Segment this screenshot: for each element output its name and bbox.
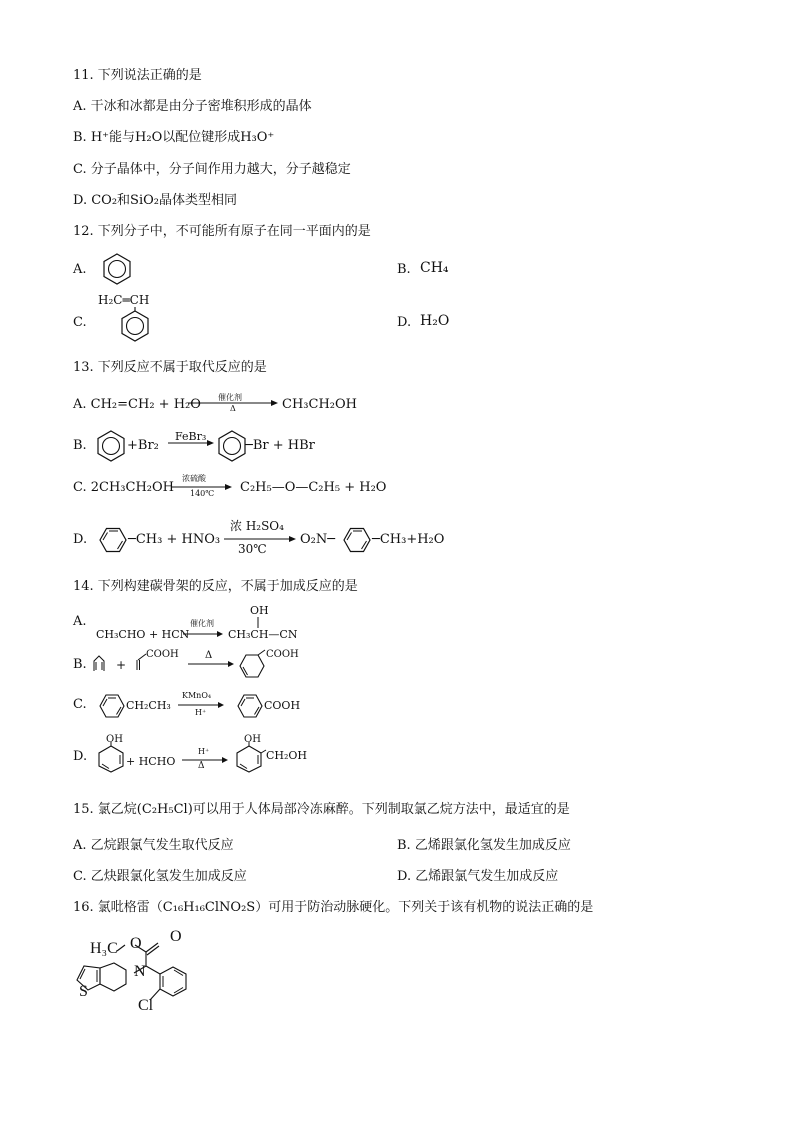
q12-option-b: B. bbox=[397, 262, 411, 277]
q11-option-d: D. CO₂和SiO₂晶体类型相同 bbox=[73, 193, 237, 208]
q13-d-reactants: ─CH₃ + HNO₃ bbox=[128, 532, 221, 547]
q14-b-arrow bbox=[188, 660, 234, 668]
q16-stem: 16. 氯吡格雷（C₁₆H₁₆ClNO₂S）可用于防治动脉硬化。下列关于该有机物的说法正确的是 bbox=[73, 900, 594, 915]
benzene-reactant bbox=[94, 429, 128, 463]
toluene-ring bbox=[96, 523, 130, 557]
water-formula: H₂O bbox=[420, 313, 450, 329]
q14-d-label: D. bbox=[73, 749, 88, 764]
styrene-structure bbox=[118, 307, 152, 343]
q14-d-product-oh: OH bbox=[244, 734, 261, 745]
q12-option-d: D. bbox=[397, 315, 412, 330]
phenol-ring bbox=[96, 745, 126, 773]
q13-b-bromine: +Br₂ bbox=[127, 438, 159, 453]
q14-a-product: CH₃CH—CN bbox=[228, 628, 298, 641]
q13-d-label: D. bbox=[73, 532, 88, 547]
q15-option-a: A. 乙烷跟氯气发生取代反应 bbox=[73, 838, 234, 853]
q12-option-c: C. bbox=[73, 315, 87, 330]
cyclohexene-ring bbox=[236, 652, 268, 680]
q11-option-b: B. H⁺能与H₂O以配位键形成H₃O⁺ bbox=[73, 130, 275, 145]
q15-option-d: D. 乙烯跟氯气发生加成反应 bbox=[397, 869, 559, 884]
q14-a-reactants: CH₃CHO + HCN bbox=[96, 628, 190, 641]
q14-a-catalyst: 催化剂 bbox=[190, 619, 214, 628]
q14-d-product-ch2oh: CH₂OH bbox=[266, 749, 308, 762]
q14-d-heat: Δ bbox=[198, 761, 205, 771]
q14-d-arrow bbox=[182, 756, 228, 764]
q13-d-catalyst: 浓 H₂SO₄ bbox=[230, 519, 284, 533]
q14-c-product-cooh: COOH bbox=[264, 699, 301, 712]
q13-c-reactant: C. 2CH₃CH₂OH bbox=[73, 480, 175, 495]
carbonyl-oxygen-label: O bbox=[170, 928, 182, 945]
q13-a-product: CH₃CH₂OH bbox=[282, 397, 357, 412]
benzoic-acid-ring bbox=[234, 692, 266, 720]
q13-d-temperature: 30℃ bbox=[238, 542, 267, 556]
butadiene-structure bbox=[92, 655, 106, 673]
q13-c-temperature: 140℃ bbox=[190, 489, 215, 498]
q13-c-catalyst: 浓硫酸 bbox=[182, 474, 206, 483]
chlorine-label: Cl bbox=[138, 997, 154, 1014]
q14-c-ethyl: CH₂CH₃ bbox=[126, 699, 171, 712]
q12-stem: 12. 下列分子中，不可能所有原子在同一平面内的是 bbox=[73, 224, 371, 239]
q15-option-c: C. 乙炔跟氯化氢发生加成反应 bbox=[73, 869, 247, 884]
bromobenzene-ring bbox=[215, 429, 249, 463]
ester-oxygen-label: O bbox=[130, 935, 142, 952]
q14-d-acid: H⁺ bbox=[198, 747, 210, 756]
q13-a-reactants: A. CH₂=CH₂ + H₂O bbox=[73, 397, 201, 412]
q14-a-label: A. bbox=[73, 614, 87, 629]
q13-b-product: ─Br + HBr bbox=[245, 438, 315, 453]
ethylbenzene-ring bbox=[96, 692, 128, 720]
vinyl-group-label: H₂C═CH bbox=[98, 293, 150, 307]
q13-b-catalyst: FeBr₃ bbox=[175, 430, 207, 443]
methyl-label: H₃C bbox=[90, 940, 118, 957]
q13-c-product: C₂H₅—O—C₂H₅ + H₂O bbox=[240, 480, 387, 495]
q14-stem: 14. 下列构建碳骨架的反应，不属于加成反应的是 bbox=[73, 579, 358, 594]
q11-option-a: A. 干冰和冰都是由分子密堆积形成的晶体 bbox=[73, 99, 312, 114]
q11-stem: 11. 下列说法正确的是 bbox=[73, 68, 202, 83]
q14-d-phenol-oh: OH bbox=[106, 734, 123, 745]
q13-b-label: B. bbox=[73, 438, 87, 453]
q14-c-label: C. bbox=[73, 697, 87, 712]
q15-option-b: B. 乙烯跟氯化氢发生加成反应 bbox=[397, 838, 571, 853]
q13-stem: 13. 下列反应不属于取代反应的是 bbox=[73, 360, 267, 375]
q13-a-heat: Δ bbox=[230, 404, 236, 413]
q14-d-formaldehyde: + HCHO bbox=[126, 755, 176, 768]
sulfur-label: S bbox=[79, 983, 88, 1000]
q14-b-plus: + bbox=[116, 658, 127, 672]
hydroxybenzyl-ring bbox=[234, 745, 266, 773]
q13-b-arrow bbox=[168, 438, 214, 448]
methane-formula: CH₄ bbox=[420, 260, 449, 276]
q11-option-c: C. 分子晶体中，分子间作用力越大，分子越稳定 bbox=[73, 162, 351, 177]
q14-b-label: B. bbox=[73, 657, 87, 672]
q13-d-product: ─CH₃+H₂O bbox=[372, 532, 445, 547]
q14-c-acid: H⁺ bbox=[195, 708, 207, 717]
q14-b-heat: Δ bbox=[205, 650, 213, 661]
q14-b-product-cooh: COOH bbox=[266, 649, 299, 660]
nitrotoluene-ring bbox=[340, 523, 374, 557]
q14-b-cooh: COOH bbox=[146, 649, 179, 660]
q15-stem: 15. 氯乙烷(C₂H₅Cl)可以用于人体局部冷冻麻醉。下列制取氯乙烷方法中，最适宜的是 bbox=[73, 802, 570, 817]
q14-a-hydroxyl: OH bbox=[250, 604, 269, 617]
q12-option-a: A. bbox=[73, 262, 87, 277]
q14-c-oxidant: KMnO₄ bbox=[182, 691, 212, 700]
nitrogen-label: N bbox=[134, 963, 146, 980]
nitro-group-label: O₂N─ bbox=[300, 532, 336, 547]
benzene-structure bbox=[100, 252, 134, 286]
q14-a-arrow bbox=[183, 630, 223, 638]
q13-a-catalyst: 催化剂 bbox=[218, 393, 242, 402]
